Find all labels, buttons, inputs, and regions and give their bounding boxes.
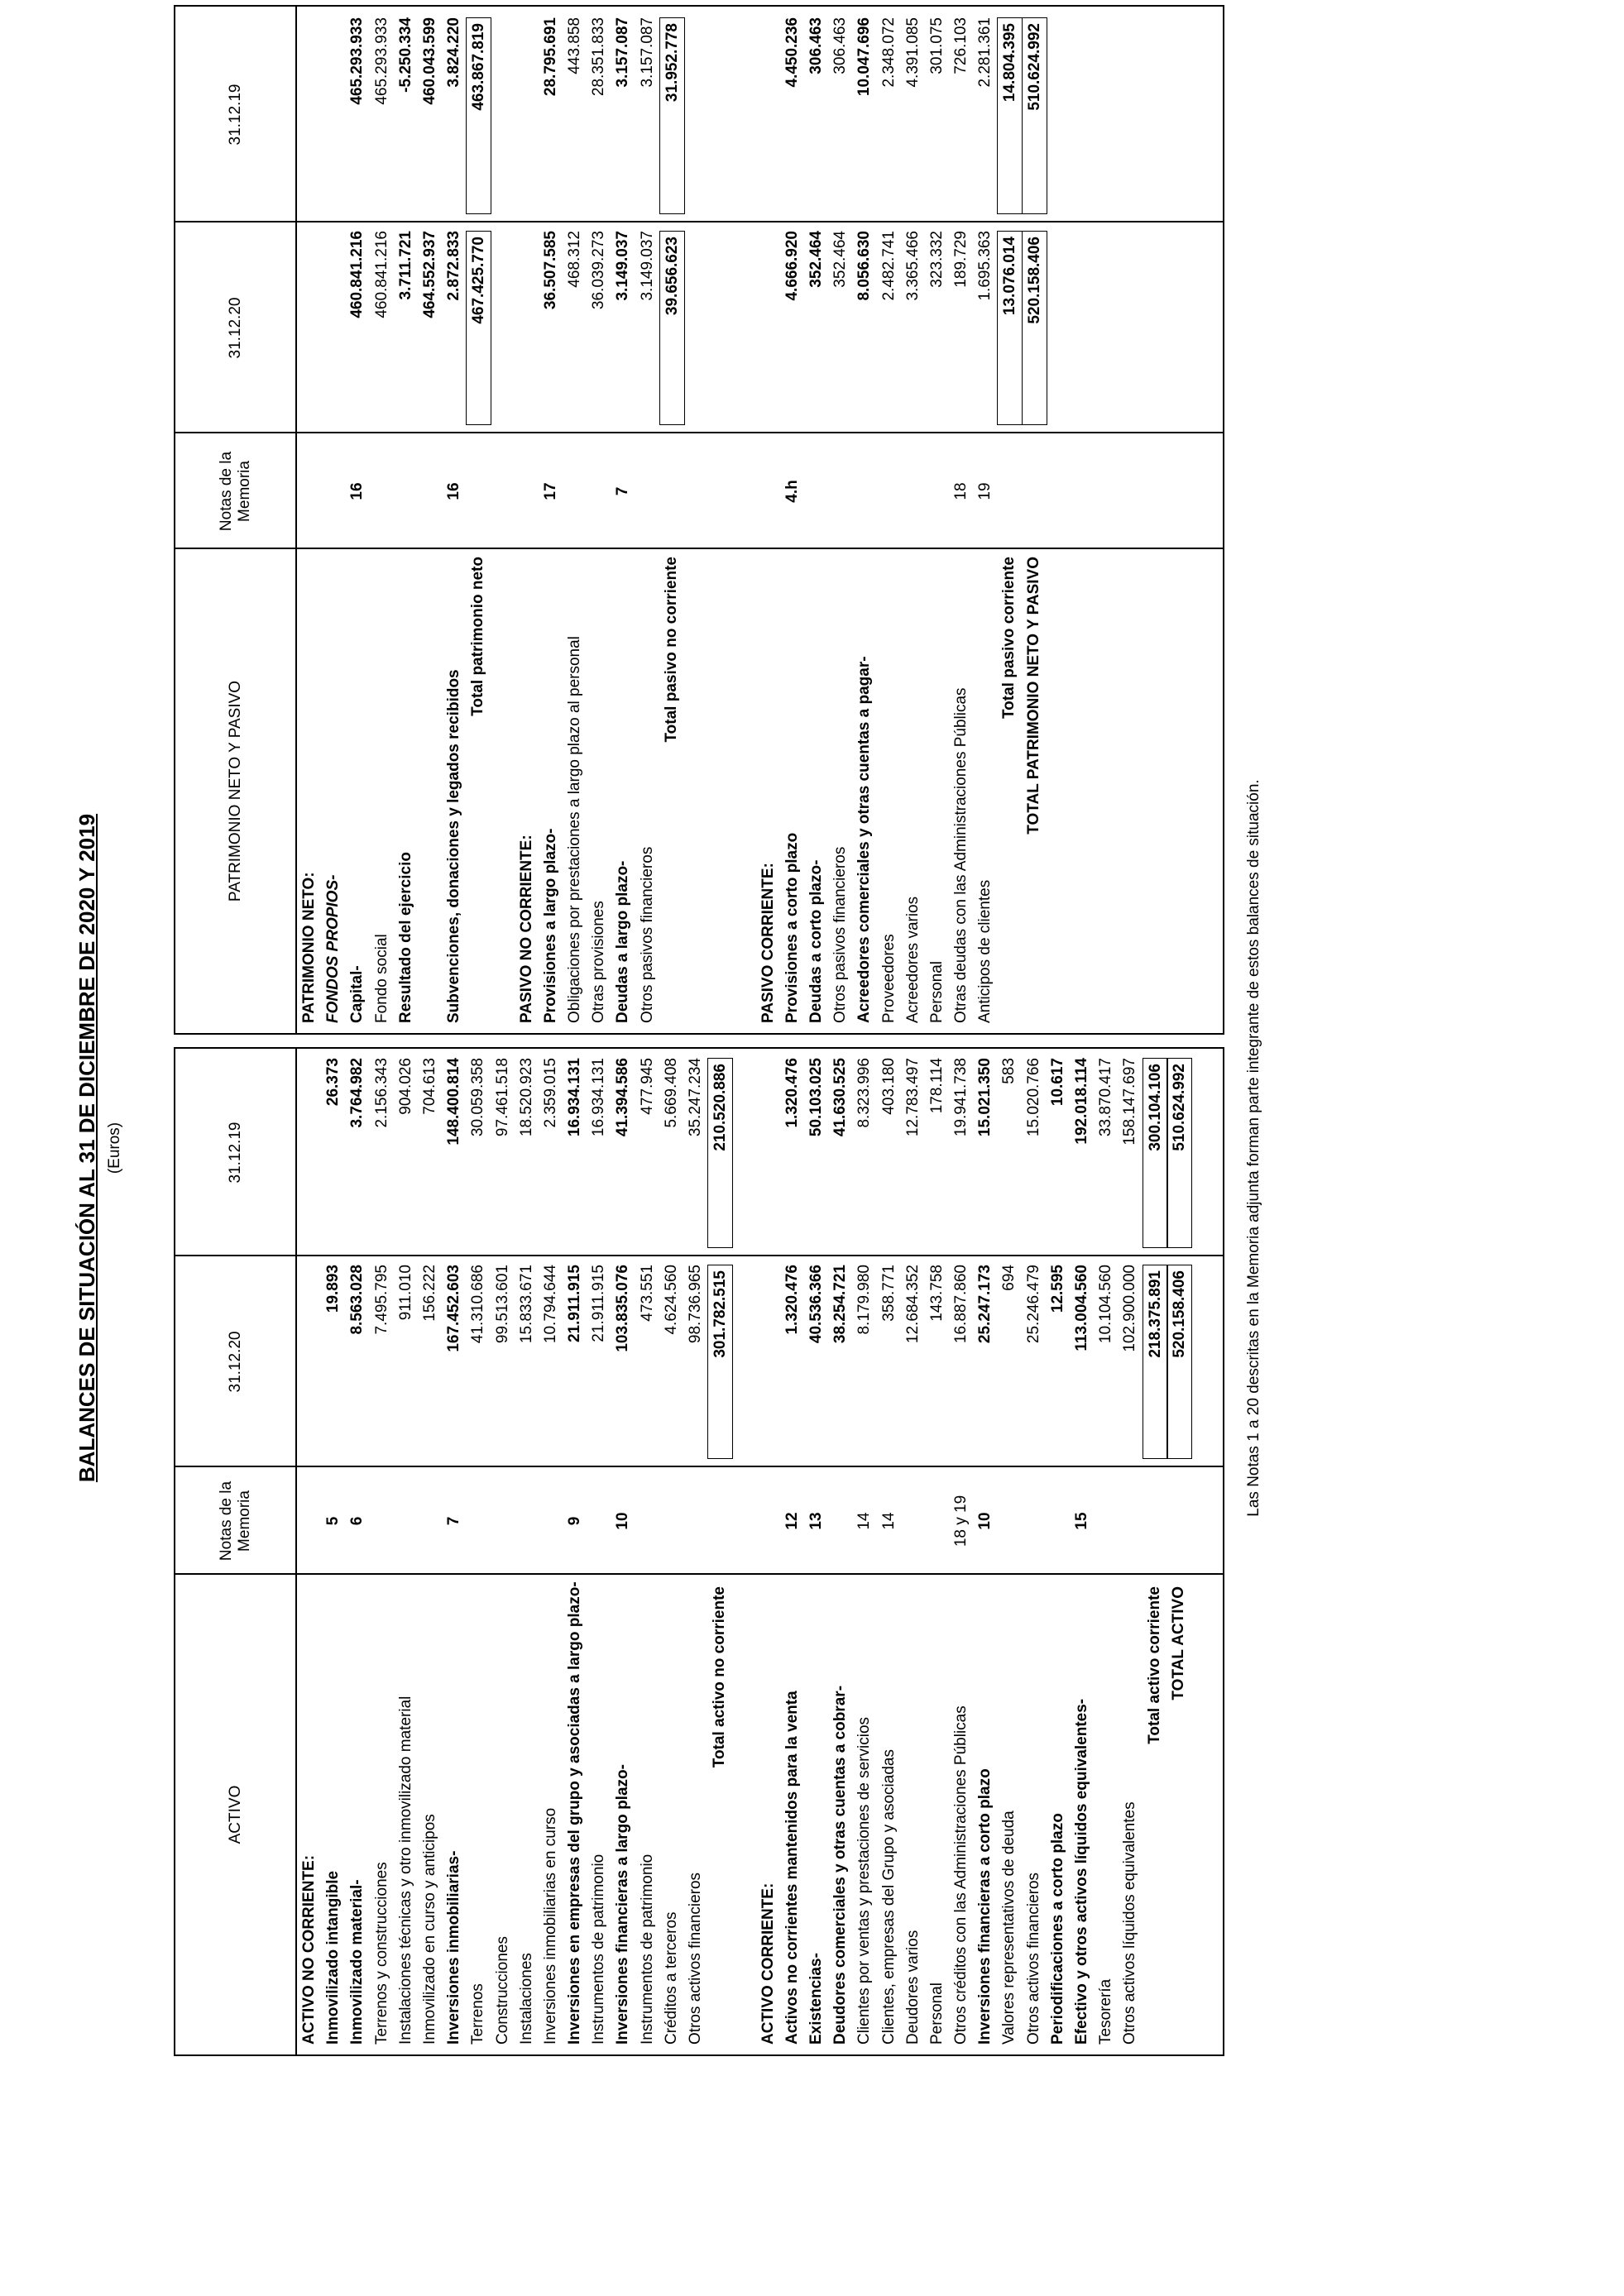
value-2020: 520.158.406 — [1022, 231, 1047, 425]
asset-header-2019: 31.12.19 — [175, 1049, 297, 1256]
table-row — [925, 7, 949, 1033]
table-row — [659, 1049, 683, 2054]
row-label: ACTIVO NO CORRIENTE: — [300, 1854, 318, 2045]
value-2020: 99.513.601 — [493, 1265, 511, 1344]
value-2020: 38.254.721 — [831, 1265, 850, 1344]
value-2019: 12.783.497 — [903, 1058, 922, 1137]
value-2019: 4.391.085 — [903, 17, 922, 88]
value-2020: 143.758 — [927, 1265, 946, 1322]
value-2019: 301.075 — [927, 17, 946, 74]
value-2019: 10.047.696 — [855, 17, 874, 97]
value-2019: 403.180 — [879, 1058, 898, 1115]
value-2020: 25.246.479 — [1024, 1265, 1042, 1344]
row-note-ref: 14 — [879, 1512, 898, 1530]
table-row — [370, 1049, 394, 2054]
row-note-ref: 13 — [807, 1512, 825, 1530]
value-2019: 210.520.886 — [707, 1058, 733, 1248]
value-2019: 465.293.933 — [372, 17, 390, 105]
row-label: FONDOS PROPIOS- — [324, 874, 343, 1023]
value-2019: 41.394.586 — [614, 1058, 632, 1137]
table-row — [804, 7, 828, 1033]
liability-table — [174, 5, 1224, 1035]
value-2019: 30.059.358 — [469, 1058, 487, 1137]
value-2019: 10.617 — [1048, 1058, 1066, 1107]
row-label: Inversiones financieras a corto plazo — [976, 1768, 994, 2045]
table-row — [756, 1049, 780, 2054]
value-2019: 300.104.106 — [1143, 1058, 1168, 1248]
table-row — [442, 1049, 466, 2054]
row-label: Deudores comerciales y otras cuentas a cobrar- — [831, 1685, 850, 2045]
row-label: Total activo corriente — [1145, 1586, 1163, 1744]
row-note-ref: 10 — [614, 1512, 632, 1530]
value-2020: 19.893 — [324, 1265, 343, 1313]
value-2020: 15.833.671 — [517, 1265, 535, 1344]
row-label: Deudas a largo plazo- — [614, 860, 632, 1023]
value-2019: 460.043.599 — [420, 17, 438, 105]
row-label: Instalaciones técnicas y otro inmovilizado material — [396, 1696, 414, 2045]
asset-table — [174, 1047, 1224, 2056]
table-row — [877, 1049, 901, 2054]
row-note-ref: 17 — [541, 482, 559, 500]
table-row — [949, 1049, 973, 2054]
row-label: Inversiones inmobiliarias en curso — [541, 1807, 559, 2045]
value-2020: 2.872.833 — [445, 231, 463, 301]
value-2019: 31.952.778 — [659, 17, 685, 214]
value-2020: 520.158.406 — [1167, 1265, 1192, 1459]
table-row — [466, 7, 490, 1033]
value-2019: 583 — [1000, 1058, 1018, 1084]
table-row — [321, 7, 345, 1033]
value-2020: 16.887.860 — [952, 1265, 970, 1344]
value-2019: 19.941.738 — [952, 1058, 970, 1137]
value-2020: 352.464 — [831, 231, 850, 288]
value-2020: 2.482.741 — [879, 231, 898, 301]
value-2020: 36.507.585 — [541, 231, 559, 310]
table-row — [852, 7, 876, 1033]
row-label: Efectivo y otros activos líquidos equivalentes- — [1073, 1698, 1090, 2045]
row-label: Inmovilizado material- — [348, 1879, 366, 2045]
table-row — [973, 7, 997, 1033]
table-row — [683, 1049, 707, 2054]
table-row — [466, 1049, 490, 2054]
row-label: Existencias- — [807, 1953, 825, 2045]
table-row — [901, 7, 925, 1033]
value-2019: 50.103.025 — [807, 1058, 825, 1137]
liability-header-notes: Notas de la Memoria — [175, 433, 297, 549]
value-2019: 2.359.015 — [541, 1058, 559, 1128]
row-label: Subvenciones, donaciones y legados recibidos — [445, 669, 463, 1023]
row-note-ref: 19 — [976, 482, 994, 500]
row-label: Proveedores — [879, 934, 898, 1023]
value-2020: 468.312 — [566, 231, 584, 288]
table-row — [1022, 1049, 1046, 2054]
value-2019: 3.157.087 — [614, 17, 632, 88]
value-2020: 8.056.630 — [855, 231, 874, 301]
value-2020: 460.841.216 — [372, 231, 390, 318]
value-2020: 103.835.076 — [614, 1265, 632, 1352]
table-row — [491, 1049, 515, 2054]
table-row — [780, 7, 804, 1033]
table-row — [659, 7, 683, 1033]
table-row — [877, 7, 901, 1033]
table-row — [587, 7, 611, 1033]
value-2019: 3.824.220 — [445, 17, 463, 88]
row-label: Provisiones a corto plazo — [783, 832, 801, 1023]
value-2020: 473.551 — [638, 1265, 656, 1322]
table-row — [297, 7, 321, 1033]
row-label: Terrenos y construcciones — [372, 1862, 390, 2045]
value-2020: 3.365.466 — [903, 231, 922, 301]
value-2020: 40.536.366 — [807, 1265, 825, 1344]
value-2019: 443.858 — [566, 17, 584, 74]
row-note-ref: 7 — [614, 486, 632, 496]
row-note-ref: 14 — [855, 1512, 874, 1530]
row-label: Inversiones inmobiliarias- — [445, 1850, 463, 2045]
value-2020: 41.310.686 — [469, 1265, 487, 1344]
value-2019: 148.400.814 — [445, 1058, 463, 1146]
row-label: Valores representativos de deuda — [1000, 1810, 1018, 2045]
value-2019: 463.867.819 — [466, 17, 491, 214]
table-row — [418, 1049, 442, 2054]
value-2020: 352.464 — [807, 231, 825, 288]
row-label: Anticipos de clientes — [976, 879, 994, 1023]
table-row — [635, 1049, 659, 2054]
value-2019: 26.373 — [324, 1058, 343, 1107]
value-2019: 4.450.236 — [783, 17, 801, 88]
value-2020: 39.656.623 — [659, 231, 685, 425]
row-note-ref: 10 — [976, 1512, 994, 1530]
table-row — [394, 7, 418, 1033]
row-note-ref: 15 — [1073, 1512, 1090, 1530]
table-row — [345, 7, 369, 1033]
value-2020: 189.729 — [952, 231, 970, 288]
value-2020: 464.552.937 — [420, 231, 438, 318]
row-label: Créditos a terceros — [662, 1911, 680, 2045]
row-label: Acreedores varios — [903, 896, 922, 1023]
row-label: Otros créditos con las Administraciones Públicas — [952, 1705, 970, 2045]
row-label: Resultado del ejercicio — [396, 852, 414, 1023]
row-label: PASIVO NO CORRIENTE: — [517, 835, 535, 1023]
table-row — [997, 7, 1021, 1033]
value-2020: 10.104.560 — [1097, 1265, 1115, 1344]
value-2019: 15.021.350 — [976, 1058, 994, 1137]
value-2020: 323.332 — [927, 231, 946, 288]
value-2019: 1.320.476 — [783, 1058, 801, 1128]
table-row — [611, 7, 635, 1033]
value-2020: 21.911.915 — [566, 1265, 584, 1343]
row-label: Deudores varios — [903, 1930, 922, 2045]
value-2019: 97.461.518 — [493, 1058, 511, 1137]
value-2020: 358.771 — [879, 1265, 898, 1322]
table-row — [418, 7, 442, 1033]
row-label: TOTAL PATRIMONIO NETO Y PASIVO — [1024, 557, 1042, 835]
row-note-ref: 12 — [783, 1512, 801, 1530]
row-note-ref: 16 — [348, 482, 366, 500]
row-label: Total patrimonio neto — [469, 557, 487, 716]
row-label: Inmovilizado intangible — [324, 1870, 343, 2045]
table-row — [515, 7, 539, 1033]
table-row — [442, 7, 466, 1033]
value-2020: 467.425.770 — [466, 231, 491, 425]
value-2019: 465.293.933 — [348, 17, 366, 105]
row-label: Otros activos financieros — [1024, 1872, 1042, 2045]
row-note-ref: 18 — [952, 482, 970, 500]
page-title: BALANCES DE SITUACIÓN AL 31 DE DICIEMBRE DE 2020 Y 2019 — [74, 813, 99, 1483]
table-row — [1118, 1049, 1142, 2054]
currency-subtitle: (Euros) — [106, 1122, 123, 1174]
value-2020: 36.039.273 — [590, 231, 608, 310]
asset-header-notes: Notas de la Memoria — [175, 1467, 297, 1575]
value-2019: 16.934.131 — [566, 1058, 584, 1137]
table-row — [1046, 1049, 1070, 2054]
table-row — [563, 1049, 587, 2054]
value-2020: 694 — [1000, 1265, 1018, 1291]
value-2020: 10.794.644 — [541, 1265, 559, 1344]
table-row — [828, 7, 852, 1033]
table-row — [973, 1049, 997, 2054]
row-label: Capital- — [348, 965, 366, 1023]
value-2019: -5.250.334 — [396, 17, 414, 93]
value-2019: 5.669.408 — [662, 1058, 680, 1128]
table-row — [707, 1049, 731, 2054]
value-2020: 7.495.795 — [372, 1265, 390, 1335]
row-label: Instrumentos de patrimonio — [638, 1854, 656, 2045]
liability-header-2019: 31.12.19 — [175, 7, 297, 222]
value-2019: 704.613 — [420, 1058, 438, 1115]
row-label: Deudas a corto plazo- — [807, 859, 825, 1023]
row-label: Inversiones financieras a largo plazo- — [614, 1764, 632, 2045]
liability-rows — [297, 7, 1046, 1033]
value-2020: 13.076.014 — [997, 231, 1023, 425]
value-2020: 3.149.037 — [638, 231, 656, 301]
value-2019: 158.147.697 — [1121, 1058, 1139, 1146]
row-label: Tesorería — [1097, 1978, 1115, 2045]
value-2019: 2.348.072 — [879, 17, 898, 88]
row-label: Otros pasivos financieros — [831, 846, 850, 1023]
table-row — [635, 7, 659, 1033]
row-label: Total activo no corriente — [711, 1586, 729, 1768]
value-2020: 218.375.891 — [1143, 1265, 1168, 1459]
row-note-ref: 9 — [566, 1516, 584, 1526]
asset-header-label: ACTIVO — [175, 1575, 297, 2054]
value-2020: 3.711.721 — [396, 231, 414, 300]
table-row — [563, 7, 587, 1033]
table-row — [949, 7, 973, 1033]
value-2019: 16.934.131 — [590, 1058, 608, 1137]
value-2019: 904.026 — [396, 1058, 414, 1115]
value-2019: 726.103 — [952, 17, 970, 74]
table-row — [1094, 1049, 1118, 2054]
row-label: Activos no corrientes mantenidos para la venta — [783, 1691, 801, 2045]
table-row — [780, 1049, 804, 2054]
value-2019: 510.624.992 — [1167, 1058, 1192, 1248]
table-row — [611, 1049, 635, 2054]
row-label: Inmovilizado en curso y anticipos — [420, 1814, 438, 2045]
row-label: Clientes por ventas y prestaciones de servicios — [855, 1716, 874, 2045]
row-label: Obligaciones por prestaciones a largo plazo al personal — [566, 636, 584, 1023]
row-note-ref: 5 — [324, 1516, 343, 1526]
row-label: PASIVO CORRIENTE: — [759, 863, 777, 1023]
value-2020: 12.684.352 — [903, 1265, 922, 1344]
value-2020: 8.179.980 — [855, 1265, 874, 1335]
value-2019: 3.157.087 — [638, 17, 656, 88]
table-row — [852, 1049, 876, 2054]
table-row — [515, 1049, 539, 2054]
table-row — [394, 1049, 418, 2054]
table-row — [804, 1049, 828, 2054]
liability-header-label: PATRIMONIO NETO Y PASIVO — [175, 549, 297, 1033]
value-2019: 2.281.361 — [976, 17, 994, 88]
row-label: Personal — [927, 1983, 946, 2045]
row-label: PATRIMONIO NETO: — [300, 872, 318, 1023]
row-label: Otros activos financieros — [687, 1872, 704, 2045]
table-row — [683, 7, 707, 1033]
value-2019: 35.247.234 — [687, 1058, 704, 1137]
row-note-ref: 7 — [445, 1516, 463, 1526]
value-2019: 8.323.996 — [855, 1058, 874, 1128]
table-row — [731, 7, 755, 1033]
table-row — [901, 1049, 925, 2054]
value-2020: 113.004.560 — [1073, 1265, 1090, 1351]
value-2020: 25.247.173 — [976, 1265, 994, 1344]
table-row — [297, 1049, 321, 2054]
table-row — [1143, 1049, 1167, 2054]
value-2020: 21.911.915 — [590, 1265, 608, 1342]
table-row — [1070, 1049, 1094, 2054]
value-2019: 477.945 — [638, 1058, 656, 1115]
row-label: Otros activos líquidos equivalentes — [1121, 1801, 1139, 2045]
table-row — [370, 7, 394, 1033]
row-label: Instalaciones — [517, 1953, 535, 2045]
table-row — [491, 7, 515, 1033]
value-2019: 28.795.691 — [541, 17, 559, 97]
value-2020: 102.900.000 — [1121, 1265, 1139, 1352]
value-2020: 460.841.216 — [348, 231, 366, 318]
table-row — [731, 1049, 755, 2054]
row-label: Otras provisiones — [590, 901, 608, 1023]
row-label: TOTAL ACTIVO — [1169, 1586, 1187, 1700]
value-2020: 911.010 — [396, 1265, 414, 1321]
asset-header-2020: 31.12.20 — [175, 1256, 297, 1467]
row-label: Acreedores comerciales y otras cuentas a pagar- — [855, 656, 874, 1023]
value-2019: 15.020.766 — [1024, 1058, 1042, 1137]
value-2019: 192.018.114 — [1073, 1058, 1090, 1145]
value-2020: 167.452.603 — [445, 1265, 463, 1352]
row-note-ref: 18 y 19 — [952, 1495, 970, 1547]
value-2020: 1.695.363 — [976, 231, 994, 301]
asset-rows — [297, 1049, 1190, 2054]
row-note-ref: 16 — [445, 482, 463, 500]
value-2019: 510.624.992 — [1022, 17, 1047, 214]
row-label: Personal — [927, 961, 946, 1023]
value-2020: 3.149.037 — [614, 231, 632, 301]
value-2020: 4.624.560 — [662, 1265, 680, 1335]
footer-note: Las Notas 1 a 20 descritas en la Memoria adjunta forman parte integrante de estos balances de situación. — [1245, 779, 1262, 1517]
table-row — [539, 7, 563, 1033]
table-row — [345, 1049, 369, 2054]
value-2019: 306.463 — [831, 17, 850, 74]
value-2019: 306.463 — [807, 17, 825, 74]
row-label: Terrenos — [469, 1983, 487, 2045]
row-label: Otras deudas con las Administraciones Públicas — [952, 687, 970, 1023]
row-label: Instrumentos de patrimonio — [590, 1854, 608, 2045]
row-label: Fondo social — [372, 934, 390, 1023]
value-2019: 2.156.343 — [372, 1058, 390, 1128]
value-2019: 41.630.525 — [831, 1058, 850, 1137]
row-label: Provisiones a largo plazo- — [541, 828, 559, 1023]
table-row — [539, 1049, 563, 2054]
row-label: Clientes, empresas del Grupo y asociadas — [879, 1749, 898, 2045]
table-row — [707, 7, 731, 1033]
value-2020: 1.320.476 — [783, 1265, 801, 1335]
row-label: Periodificaciones a corto plazo — [1048, 1813, 1066, 2045]
value-2019: 28.351.833 — [590, 17, 608, 97]
table-row — [1167, 1049, 1190, 2054]
table-row — [321, 1049, 345, 2054]
row-note-ref: 4.h — [783, 480, 801, 503]
table-row — [587, 1049, 611, 2054]
row-label: Construcciones — [493, 1936, 511, 2045]
row-label: Total pasivo no corriente — [662, 557, 680, 743]
row-note-ref: 6 — [348, 1516, 366, 1526]
row-label: Otros pasivos financieros — [638, 846, 656, 1023]
value-2019: 14.804.395 — [997, 17, 1023, 214]
table-row — [925, 1049, 949, 2054]
value-2019: 3.764.982 — [348, 1058, 366, 1128]
liability-header-2020: 31.12.20 — [175, 222, 297, 433]
row-label: Total pasivo corriente — [1000, 557, 1018, 720]
value-2019: 178.114 — [927, 1058, 946, 1114]
row-label: ACTIVO CORRIENTE: — [759, 1882, 777, 2045]
value-2020: 98.736.965 — [687, 1265, 704, 1344]
value-2020: 301.782.515 — [707, 1265, 733, 1459]
table-row — [756, 7, 780, 1033]
value-2020: 8.563.028 — [348, 1265, 366, 1335]
table-row — [828, 1049, 852, 2054]
value-2020: 156.222 — [420, 1265, 438, 1322]
table-row — [1022, 7, 1046, 1033]
value-2020: 12.595 — [1048, 1265, 1066, 1313]
value-2019: 33.870.417 — [1097, 1058, 1115, 1137]
table-row — [997, 1049, 1021, 2054]
value-2019: 18.520.923 — [517, 1058, 535, 1137]
row-label: Inversiones en empresas del grupo y asociadas a largo plazo- — [566, 1581, 584, 2045]
value-2020: 4.666.920 — [783, 231, 801, 301]
